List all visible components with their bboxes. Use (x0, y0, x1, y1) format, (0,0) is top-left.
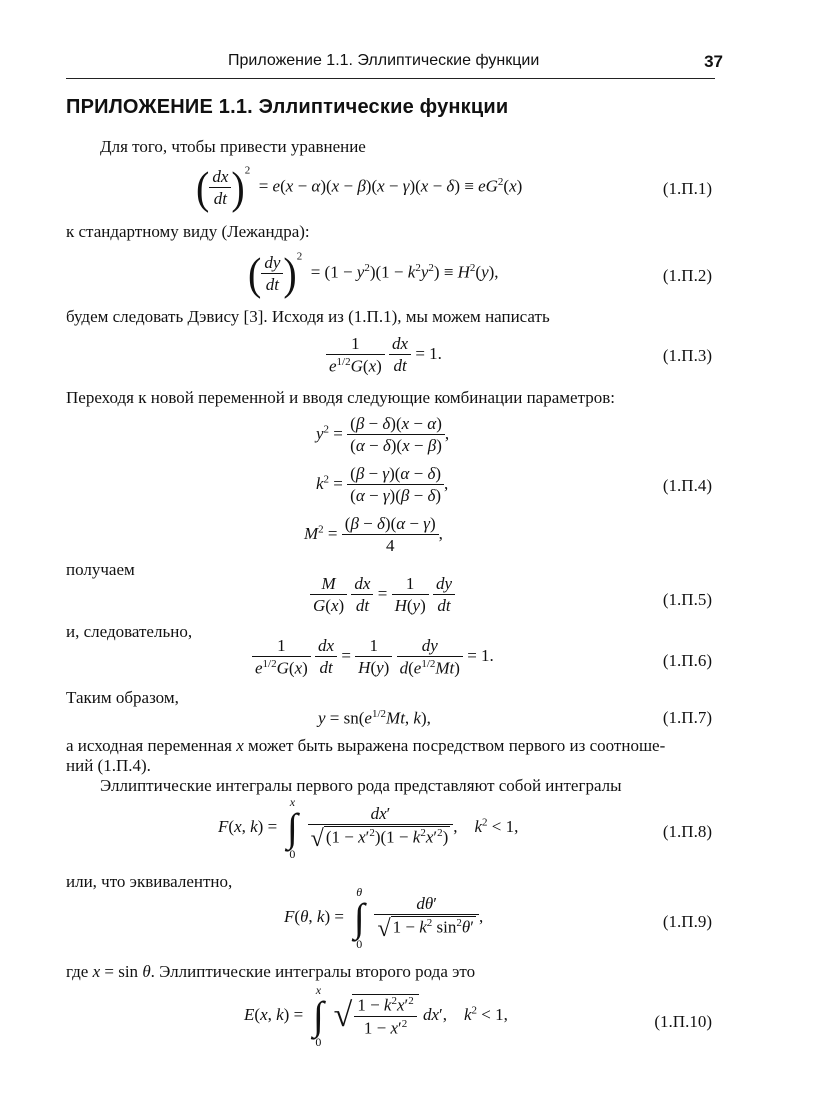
equation-5: $\frac{M}{G(x)}$ $\frac{dx}{dt}$ = $\frac{1}{H(y)}$ $\frac{dy}{dt}$ (310, 574, 455, 616)
equation-number-9: (1.П.9) (662, 912, 712, 931)
paragraph-original-variable-line1: а исходная переменная x может быть выражена посредством первого из соотноше- (66, 736, 666, 755)
paragraph-consequently: и, следовательно, (66, 622, 193, 641)
text-part: . Эллиптические интегралы второго рода это (150, 962, 476, 981)
text-part: а исходная переменная (66, 736, 232, 755)
paragraph-intro: Для того, чтобы привести уравнение (100, 137, 366, 156)
equation-10: E(x, k) = x ∫ 0 √ $\frac{1 - k^2x'^2}{1 - x'^2}$ dx′, $k^2 < 1$, (244, 983, 508, 1049)
page-number: 37 (704, 52, 723, 71)
equation-number-5: (1.П.5) (662, 590, 712, 609)
equation-number-7: (1.П.7) (662, 708, 712, 727)
equation-number-6: (1.П.6) (662, 651, 712, 670)
paragraph-second-kind: где x = sin θ. Эллиптические интегралы второго рода это (66, 962, 476, 981)
equation-number-2: (1.П.2) (662, 266, 712, 285)
text-part: может быть выражена посредством первого из соотноше- (248, 736, 666, 755)
running-title: Приложение 1.1. Эллиптические функции (228, 52, 540, 69)
equation-9: F(θ, k) = θ ∫ 0 $\frac{d\theta'}{√ 1 - k^2 \sin^2\theta'}$ , (284, 885, 484, 951)
equation-7: $y = sn(e^{1/2}Mt$, k), (318, 708, 431, 728)
paragraph-new-variable: Переходя к новой переменной и вводя следующие комбинации параметров: (66, 388, 615, 407)
paragraph-obtain: получаем (66, 560, 135, 579)
equation-8: F(x, k) = x ∫ 0 $\frac{dx'}{√ (1 - x'^2)(1 - k^2x'^2)}$ , $k^2 < 1$, (218, 795, 519, 861)
equation-number-4: (1.П.4) (662, 476, 712, 495)
equation-3: $\frac{1}{e^{1/2}G(x)}$ $\frac{dx}{dt}$ = 1. (326, 334, 442, 377)
equation-2: ( $\frac{dy}{dt}$ )$^2 = (1 - y^2)(1 - k^2y^2) \equiv H^2(y)$, (248, 247, 499, 300)
text-part: где (66, 962, 89, 981)
paragraph-thus: Таким образом, (66, 688, 179, 707)
equation-4b: $k^2$ = $\frac{(\beta - \gamma)(\alpha - \delta)}{(\alpha - \gamma)(\beta - \delta)}$ , (316, 464, 449, 505)
equation-4a: $y^2$ = $\frac{(\beta - \delta)(x - \alpha)}{(\alpha - \delta)(x - \beta)}$ , (316, 414, 450, 455)
equation-number-10: (1.П.10) (654, 1012, 712, 1031)
paragraph-equivalently: или, что эквивалентно, (66, 872, 233, 891)
section-heading: ПРИЛОЖЕНИЕ 1.1. Эллиптические функции (66, 96, 509, 118)
running-head (66, 50, 723, 79)
equation-number-8: (1.П.8) (662, 822, 712, 841)
paragraph-davis: будем следовать Дэвису [3]. Исходя из (1.П.1), мы можем написать (66, 307, 550, 326)
equation-1: ( $\frac{dx}{dt}$ )$^2 = e(x - \alpha)(x - \beta)(x - \gamma)(x - \delta) \equiv eG^2(x)$ (196, 161, 523, 214)
equation-number-1: (1.П.1) (662, 179, 712, 198)
equation-4c: $M^2$ = $\frac{(\beta - \delta)(\alpha - \gamma)}{4}$ , (304, 514, 443, 555)
paragraph-original-variable-line2: ний (1.П.4). (66, 756, 151, 775)
paragraph-first-kind: Эллиптические интегралы первого рода представляют собой интегралы (100, 776, 622, 795)
paragraph-standard-form: к стандартному виду (Лежандра): (66, 222, 310, 241)
equation-number-3: (1.П.3) (662, 346, 712, 365)
equation-6: $\frac{1}{e^{1/2}G(x)}$ $\frac{dx}{dt}$ = $\frac{1}{H(y)}$ $\frac{dy}{d(e^{1/2}Mt)}$ = 1. (252, 636, 494, 679)
